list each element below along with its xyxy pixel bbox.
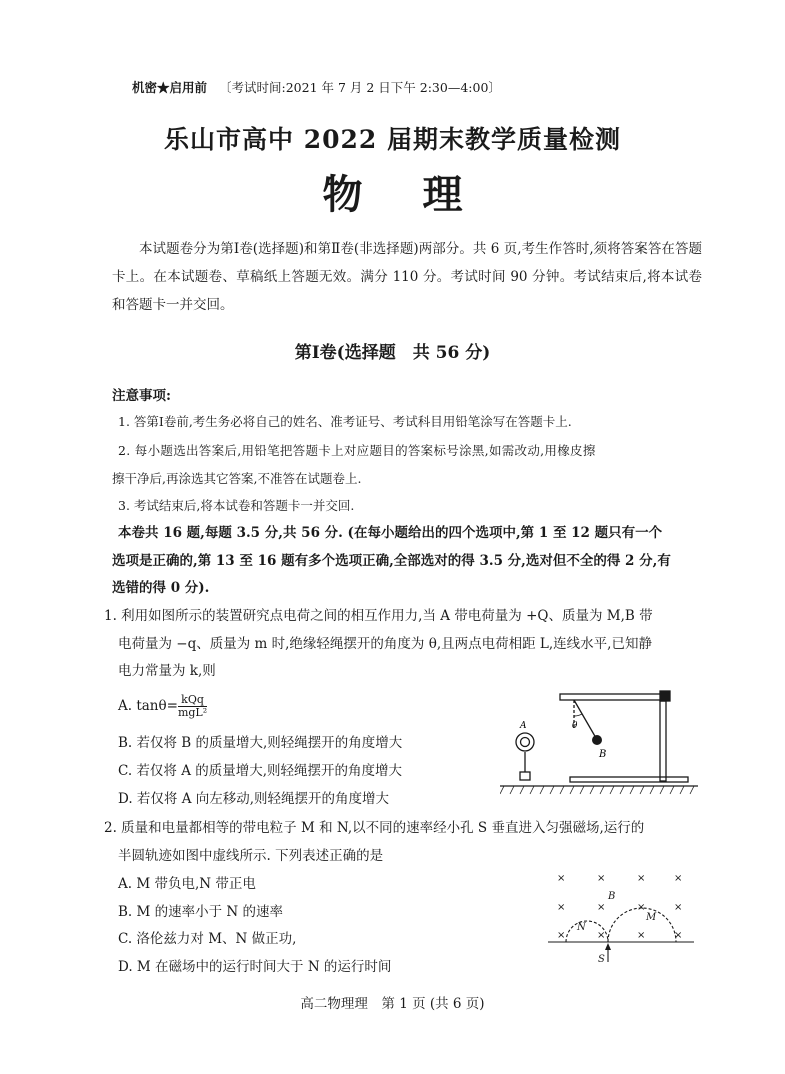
field-cross: × [674, 873, 683, 884]
section-title: 第Ⅰ卷(选择题 共 56 分) [294, 343, 491, 363]
field-cross: × [597, 902, 606, 913]
notes-title: 注意事项: [112, 388, 171, 404]
rules-line-3: 选错的得 0 分). [112, 580, 210, 596]
q1-option-a [118, 694, 207, 719]
note-1: 1. 答第Ⅰ卷前,考生务必将自己的姓名、准考证号、考试科目用铅笔涂写在答题卡上. [118, 414, 572, 429]
exam-time: 〔考试时间:2021 年 7 月 2 日下午 2:30—4:00〕 [219, 80, 501, 95]
rules-line-1: 本卷共 16 题,每题 3.5 分,共 56 分. (在每小题给出的四个选项中,第 1 至 12 题只有一个 [118, 525, 663, 541]
note-2-cont: 擦干净后,再涂选其它答案,不准答在试题卷上. [112, 471, 362, 486]
label-b: B [599, 749, 607, 760]
q1-option-d: D. 若仅将 A 向左移动,则轻绳摆开的角度增大 [118, 791, 390, 807]
field-cross: × [637, 873, 646, 884]
field-cross: × [637, 902, 646, 913]
q1-option-b: B. 若仅将 B 的质量增大,则轻绳摆开的角度增大 [118, 735, 403, 751]
q1-option-a-fraction [178, 694, 207, 719]
q1-stem-1: 1. 利用如图所示的装置研究点电荷之间的相互作用力,当 A 带电荷量为 +Q、质量为 M,B 带 [104, 608, 653, 624]
rules-line-2: 选项是正确的,第 13 至 16 题有多个选项正确,全部选对的得 3.5 分,选对但不全的得 2 分,有 [112, 553, 671, 569]
field-cross: × [674, 902, 683, 913]
field-cross: × [597, 873, 606, 884]
exam-header [132, 76, 501, 99]
note-3: 3. 考试结束后,将本试卷和答题卡一并交回. [118, 498, 355, 513]
q2-option-d: D. M 在磁场中的运行时间大于 N 的运行时间 [118, 959, 392, 975]
q1-option-c: C. 若仅将 A 的质量增大,则轻绳摆开的角度增大 [118, 763, 403, 779]
q1-option-a-prefix: A. tanθ= [118, 698, 178, 714]
field-cross: × [557, 873, 566, 884]
intro-paragraph: 本试题卷分为第Ⅰ卷(选择题)和第Ⅱ卷(非选择题)两部分。共 6 页,考生作答时,须将答案答在答题卡上。在本试题卷、草稿纸上答题无效。满分 110 分。考试时间 90 分钟。考试结束后,将本试卷和答题卡一并交回。 [112, 241, 702, 313]
q2-magnetic-field-figure [540, 866, 700, 970]
field-cross: × [674, 930, 683, 941]
q2-stem-1: 2. 质量和电量都相等的带电粒子 M 和 N,以不同的速率经小孔 S 垂直进入匀强磁场,运行的 [104, 820, 645, 836]
label-a: A [520, 721, 527, 731]
confidential-label: 机密★启用前 [132, 80, 208, 95]
label-m: M [646, 912, 657, 923]
note-2: 2. 每小题选出答案后,用铅笔把答题卡上对应题目的答案标号涂黑,如需改动,用橡皮擦 [118, 443, 596, 458]
label-n: N [577, 922, 586, 933]
q2-option-a: A. M 带负电,N 带正电 [118, 876, 256, 892]
q2-stem-2: 半圆轨迹如图中虚线所示. 下列表述正确的是 [118, 848, 384, 864]
q2-option-b: B. M 的速率小于 N 的速率 [118, 904, 284, 920]
label-field-b: B [608, 891, 616, 902]
field-cross: × [597, 930, 606, 941]
field-cross: × [557, 902, 566, 913]
subject-title: 物理 [322, 171, 523, 218]
fraction-numerator: kQq [178, 694, 207, 707]
charge-b-ball [592, 735, 602, 745]
field-cross: × [557, 930, 566, 941]
fraction-denominator: mgL² [177, 706, 208, 719]
q2-option-c: C. 洛伦兹力对 M、N 做正功, [118, 931, 297, 947]
q1-stem-3: 电力常量为 k,则 [118, 663, 216, 679]
field-cross: × [637, 930, 646, 941]
label-theta: θ [572, 721, 578, 731]
q1-apparatus-figure [500, 686, 700, 798]
label-s: S [598, 954, 605, 965]
q1-stem-2: 电荷量为 −q、质量为 m 时,绝缘轻绳摆开的角度为 θ,且两点电荷相距 L,连线水平,已知静 [118, 636, 652, 652]
document-title: 乐山市高中 2022 届期末教学质量检测 [164, 125, 621, 154]
page-footer: 高二物理理 第 1 页 (共 6 页) [300, 996, 485, 1012]
